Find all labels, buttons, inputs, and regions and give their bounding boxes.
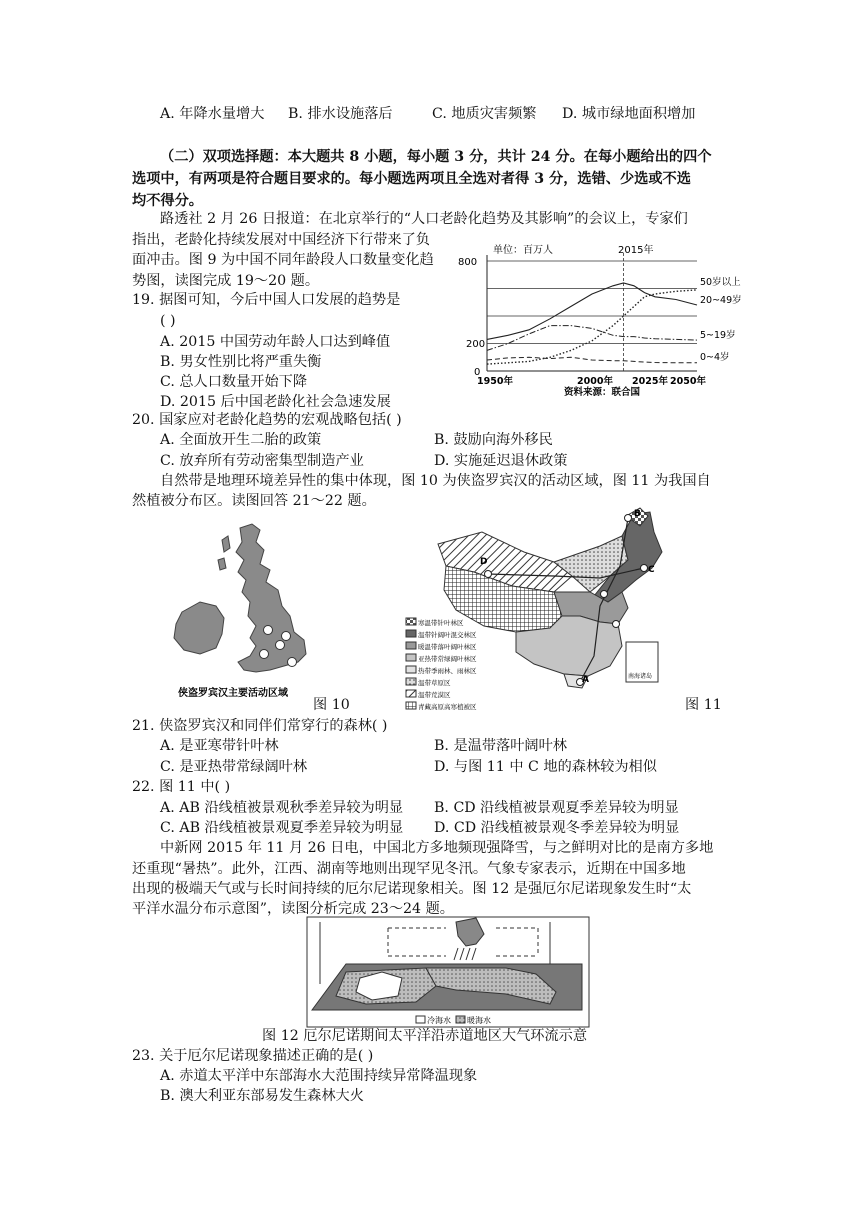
ireland-shape [174,602,224,654]
figure12-el-nino-diagram [306,916,590,1028]
q21-option-d: D. 与图 11 中 C 地的森林较为相似 [434,759,657,775]
q22-stem: 22. 图 11 中( ) [132,779,231,795]
q20-stem: 20. 国家应对老龄化趋势的宏观战略包括( ) [132,412,402,428]
intro19-line1: 路透社 2 月 26 日报道：在北京举行的“人口老龄化趋势及其影响”的会议上，专家们 [160,211,688,227]
intro23-line4: 平洋水温分布示意图”，读图分析完成 23～24 题。 [132,901,454,917]
intro23-line1: 中新网 2015 年 11 月 26 日电，中国北方多地频现强降雪，与之鲜明对比的是南方多地 [160,840,714,856]
q22-option-d: D. CD 沿线植被景观冬季差异较为明显 [434,820,680,836]
figure9-population-chart [452,238,742,403]
legend-item: 暖温带落叶阔叶林区 [418,643,477,651]
legend-item: 温带荒漠区 [418,691,451,699]
legend-warm-label: 暖海水 [467,1016,491,1025]
great-britain-shape [236,524,306,672]
section-heading-line2: 选项中，有两项是符合题目要求的。每小题选两项且全选对者得 3 分，选错、少选或不选 [132,171,691,187]
legend-cold-swatch [416,1016,425,1023]
q22-option-b: B. CD 沿线植被景观夏季差异较为明显 [434,800,679,816]
chart-source: 资料来源：联合国 [564,387,641,398]
chart-series-lines [487,283,697,364]
point-c-label: C [648,565,655,575]
q19-option-c: C. 总人口数量开始下降 [160,374,308,390]
location-marker [276,641,285,650]
q21-option-b: B. 是温带落叶阔叶林 [434,738,567,754]
y-tick-200: 200 [466,339,486,350]
legend-item: 温带草原区 [418,679,451,687]
legend-item: 热带季雨林、雨林区 [418,667,477,675]
intro21-line1: 自然带是地理环境差异性的集中体现，图 10 为侠盗罗宾汉的活动区域，图 11 为我国自 [160,473,711,489]
section-heading-line3: 均不得分。 [132,193,203,209]
series-label-5-19: 5~19岁 [700,330,736,341]
legend-swatch [406,630,416,637]
q18-option-d: D. 城市绿地面积增加 [562,106,696,122]
figure10-label: 图 10 [313,697,350,713]
q18-option-a: A. 年降水量增大 [160,106,265,122]
q20-option-c: C. 放弃所有劳动密集型制造产业 [160,453,364,469]
q21-stem: 21. 侠盗罗宾汉和同伴们常穿行的森林( ) [132,718,388,734]
q23-stem: 23. 关于厄尔尼诺现象描述正确的是( ) [132,1048,374,1064]
legend-item: 青藏高原高寒植被区 [418,703,477,711]
series-line-50plus [487,290,697,364]
q19-stem: 19. 据图可知，今后中国人口发展的趋势是 [132,292,401,308]
figure12-caption: 图 12 厄尔尼诺期间太平洋沿赤道地区大气环流示意 [262,1028,588,1044]
section-heading-line1: （二）双项选择题：本大题共 8 小题，每小题 3 分，共计 24 分。在每小题给出的四个 [160,149,712,165]
legend-item: 温带针阔叶混交林区 [418,631,477,639]
intro21-line2: 然植被分布区。读图回答 21～22 题。 [132,493,376,509]
legend-warm-swatch [456,1016,465,1023]
hebrides-island-shape [222,536,230,552]
q20-option-b: B. 鼓励向海外移民 [434,432,553,448]
chart-unit-label: 单位：百万人 [493,245,553,256]
point-b-marker [625,515,632,522]
q18-option-c: C. 地质灾害频繁 [432,106,537,122]
point-d-label: D [480,557,488,567]
legend-item: 亚热带常绿阔叶林区 [418,655,477,663]
legend-swatch [406,690,416,697]
q21-option-a: A. 是亚寒带针叶林 [160,738,279,754]
q21-option-c: C. 是亚热带常绿阔叶林 [160,759,308,775]
figure11-china-vegetation-map [404,506,696,712]
chart-axes [487,255,697,371]
point-d-marker [485,571,492,578]
south-china-sea-inset-label: 南海诸岛 [628,673,653,680]
series-label-50plus: 50岁以上 [700,277,741,288]
series-label-20-49: 20~49岁 [700,295,742,306]
intro23-line3: 出现的极端天气或与长时间持续的厄尔尼诺现象相关。图 12 是强厄尔尼诺现象发生时“太 [132,881,692,897]
figure10-map-caption: 侠盗罗宾汉主要活动区域 [178,688,288,699]
legend-swatch [406,642,416,649]
y-tick-800: 800 [458,257,478,268]
figure10-britain-map [160,520,350,700]
q19-option-d: D. 2015 后中国老龄化社会急速发展 [160,394,391,410]
q19-option-b: B. 男女性别比将严重失衡 [160,354,322,370]
q19-option-a: A. 2015 中国劳动年龄人口达到峰值 [160,334,391,350]
series-line-5-19 [487,326,697,351]
legend-swatch [406,678,416,685]
route-stop-marker [601,591,608,598]
x-tick-2000: 2000年 [577,376,613,387]
series-label-0-4: 0~4岁 [700,352,730,363]
figure11-label: 图 11 [685,697,722,713]
legend-swatch [406,654,416,661]
legend-swatch [406,702,416,709]
intro23-line2: 还重现“暑热”。此外，江西、湖南等地则出现罕见冬汛。气象专家表示，近期在中国多地 [132,861,686,877]
point-c-marker [641,565,648,572]
q22-option-a: A. AB 沿线植被景观秋季差异较为明显 [160,800,404,816]
legend-swatch [406,618,416,625]
location-marker [264,626,273,635]
y-tick-0: 0 [474,367,481,378]
legend-item: 寒温带针叶林区 [418,619,464,627]
legend-swatch [406,666,416,673]
intro19-line2: 指出，老龄化持续发展对中国经济下行带来了负 [132,232,430,248]
q23-option-a: A. 赤道太平洋中东部海水大范围持续异常降温现象 [160,1068,478,1084]
q23-option-b: B. 澳大利亚东部易发生森林大火 [160,1088,364,1104]
chart-gridlines [487,253,697,371]
point-a-label: A [582,675,589,685]
x-tick-1950: 1950年 [477,376,513,387]
chart-marker-year: 2015年 [618,245,654,256]
q20-option-d: D. 实施延迟退休政策 [434,453,568,469]
location-marker [260,650,269,659]
q19-paren: ( ) [160,313,176,329]
vegetation-legend [406,618,477,711]
location-marker [288,658,297,667]
route-stop-marker [613,621,620,628]
q20-option-a: A. 全面放开生二胎的政策 [160,432,322,448]
legend-cold-label: 冷海水 [427,1016,451,1025]
intro19-line4: 势图，读图完成 19～20 题。 [132,273,320,289]
series-line-20-49 [487,283,697,339]
x-tick-2025: 2025年 [632,376,668,387]
orkney-island-shape [218,558,226,570]
x-tick-2050: 2050年 [670,376,706,387]
intro19-line3: 面冲击。图 9 为中国不同年龄段人口数量变化趋 [132,252,434,268]
location-marker [282,632,291,641]
q22-option-c: C. AB 沿线植被景观夏季差异较为明显 [160,820,404,836]
point-b-label: B [634,509,641,519]
q18-option-b: B. 排水设施落后 [288,106,393,122]
